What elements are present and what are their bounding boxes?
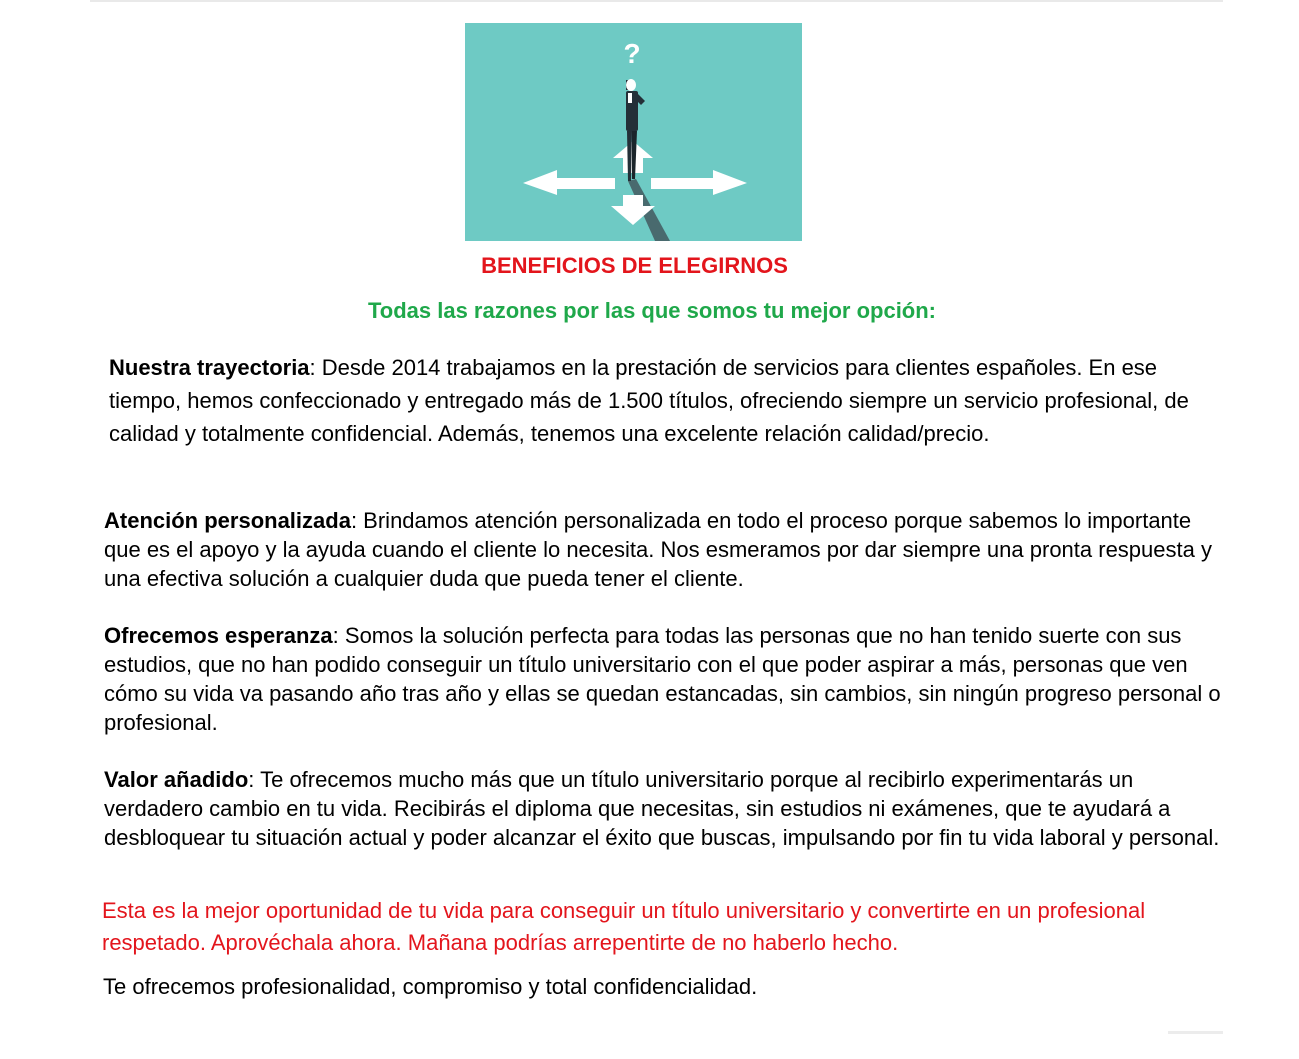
top-divider: [90, 0, 1223, 2]
page-subtitle: Todas las razones por las que somos tu mejor opción:: [367, 298, 937, 323]
section-valor: [104, 765, 1229, 852]
crossroads-illustration: [465, 23, 802, 241]
highlight-paragraph: Esta es la mejor oportunidad de tu vida para conseguir un título universitario y convertirte en un profesional respetado. Aprovéchala ahora. Mañana podrías arrepentirte de no haberlo hecho.: [102, 898, 1146, 955]
section-text: : Somos la solución perfecta para todas las personas que no han tenido suerte con sus estudios, que no han podido conseguir un título universitario con el que poder aspirar a más, personas que ven cómo su vida va pasando año tras año y ellas se quedan estancadas, sin cambios, sin ningún progreso personal o profesional.: [104, 623, 1221, 735]
section-text: : Te ofrecemos mucho más que un título universitario porque al recibirlo experimentarás un verdadero cambio en tu vida. Recibirás el diploma que necesitas, sin estudios ni exámenes, que te ayudará a desbloquear tu situación actual y poder alcanzar el éxito que buscas, impulsando por fin tu vida laboral y personal.: [104, 767, 1220, 850]
section-heading: Valor añadido: [104, 767, 249, 792]
section-text: : Desde 2014 trabajamos en la prestación de servicios para clientes españoles. En ese tiempo, hemos confeccionado y entregado más de 1.500 títulos, ofreciendo siempre un servicio profesional, de calidad y totalmente confidencial. Además, tenemos una excelente relación calidad/precio.: [109, 355, 1189, 446]
closing-paragraph: Te ofrecemos profesionalidad, compromiso y total confidencialidad.: [103, 974, 758, 999]
section-heading: Ofrecemos esperanza: [104, 623, 333, 648]
page-title: BENEFICIOS DE ELEGIRNOS: [481, 253, 788, 278]
bottom-divider: [1168, 1031, 1223, 1034]
section-text: : Brindamos atención personalizada en todo el proceso porque sabemos lo importante que es el apoyo y la ayuda cuando el cliente lo necesita. Nos esmeramos por dar siempre una pronta respuesta y una efectiva solución a cualquier duda que pueda tener el cliente.: [104, 508, 1212, 591]
section-esperanza: [104, 621, 1229, 737]
section-heading: Nuestra trayectoria: [109, 355, 310, 380]
question-mark-icon: ?: [623, 38, 641, 69]
section-heading: Atención personalizada: [104, 508, 351, 533]
section-trayectoria: [109, 351, 1229, 450]
section-atencion: [104, 506, 1229, 593]
